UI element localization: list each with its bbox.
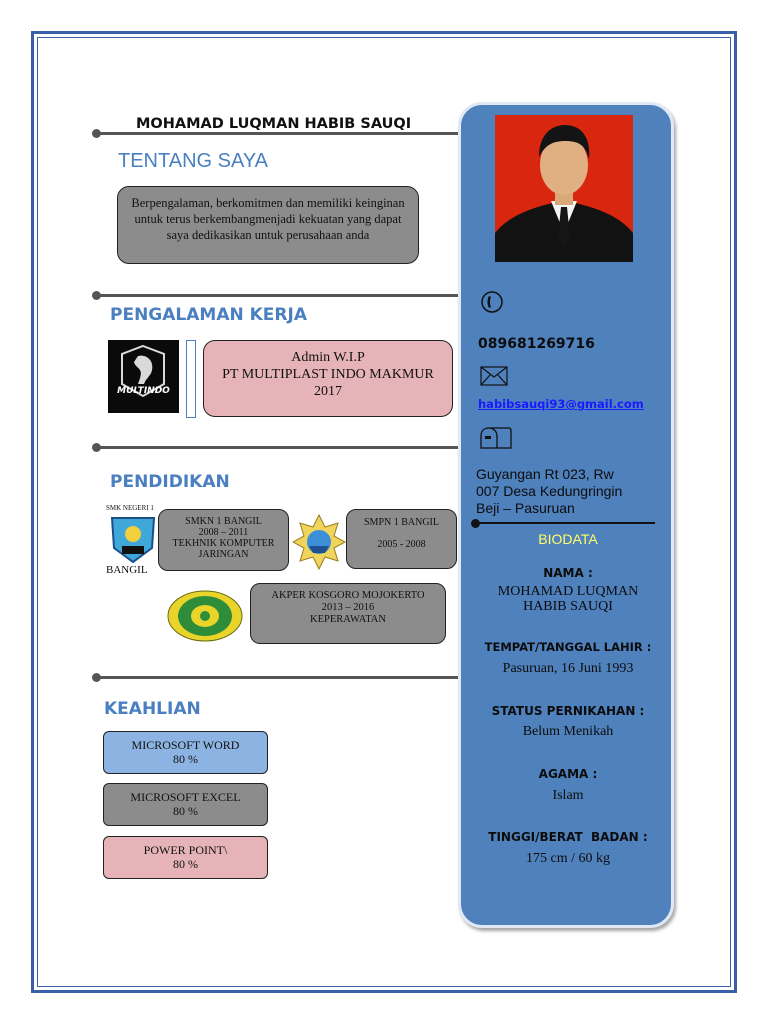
- contact-phone: 089681269716: [478, 336, 595, 352]
- education-smk-school: SMKN 1 BANGIL: [185, 516, 262, 527]
- divider-line: [96, 676, 458, 679]
- about-text-box: [117, 186, 419, 264]
- address-line-1: Guyangan Rt 023, Rw: [476, 466, 614, 482]
- education-box-akper: [250, 583, 446, 644]
- biodata-heading: BIODATA: [538, 531, 598, 547]
- biodata-name-line-2: HABIB SAUQI: [523, 599, 613, 614]
- skill-excel-name: MICROSOFT EXCEL: [130, 790, 241, 804]
- biodata-birth-value: Pasuruan, 16 Juni 1993: [502, 661, 634, 676]
- biodata-name-value: [462, 584, 674, 614]
- experience-year: 2017: [314, 384, 342, 399]
- education-smp-school: SMPN 1 BANGIL: [363, 517, 439, 528]
- about-heading: TENTANG SAYA: [118, 150, 269, 172]
- experience-box: [203, 340, 453, 417]
- skill-excel-level: 80 %: [173, 804, 198, 818]
- skill-box-excel: [103, 783, 268, 826]
- divider-line: [96, 132, 462, 135]
- company-logo-text: MULTINDO: [117, 386, 170, 396]
- education-box-smp: [346, 509, 457, 569]
- education-smp-years: 2005 - 2008: [377, 539, 426, 550]
- biodata-name-line-1: MOHAMAD LUQMAN: [497, 584, 639, 599]
- biodata-marital-label: STATUS PERNIKAHAN :: [491, 704, 645, 718]
- divider-line: [96, 446, 458, 449]
- education-smk-major: TEKHNIK KOMPUTER JARINGAN: [172, 538, 275, 560]
- biodata-marital-value: Belum Menikah: [522, 724, 614, 739]
- skill-powerpoint-level: 80 %: [173, 857, 198, 871]
- about-text: Berpengalaman, berkomitmen dan memiliki keinginan untuk terus berkembangmenjadi kekuatan yang dapat saya dedikasikan untuk perusahaan anda: [131, 196, 405, 242]
- skill-powerpoint-name: POWER POINT\: [143, 843, 228, 857]
- experience-accent-bar: [186, 340, 196, 418]
- skills-heading: KEAHLIAN: [104, 699, 201, 719]
- skill-word-level: 80 %: [173, 752, 198, 766]
- education-akper-major: KEPERAWATAN: [310, 614, 386, 625]
- smk-logo-top-text: SMK NEGERI 1: [106, 504, 154, 512]
- address-line-3: Beji – Pasuruan: [476, 500, 575, 516]
- profile-photo: [495, 115, 633, 262]
- smk-shield-icon: [106, 514, 160, 566]
- skill-word-name: MICROSOFT WORD: [131, 738, 240, 752]
- akper-emblem-icon: [166, 585, 244, 647]
- education-box-smk: [158, 509, 289, 571]
- person-portrait-icon: [495, 115, 633, 262]
- biodata-name-label: NAMA :: [543, 566, 593, 580]
- biodata-religion-label: AGAMA :: [538, 767, 598, 781]
- horse-emblem-icon: [108, 340, 179, 413]
- experience-heading: PENGALAMAN KERJA: [110, 305, 307, 325]
- mailbox-icon: [479, 426, 513, 450]
- experience-role: Admin W.I.P: [291, 350, 365, 365]
- smk-logo: [106, 504, 160, 576]
- contact-address: [476, 466, 622, 517]
- education-smk-years: 2008 – 2011: [198, 527, 249, 538]
- divider-line: [96, 294, 458, 297]
- biodata-birth-label: TEMPAT/TANGGAL LAHIR :: [484, 640, 652, 654]
- education-akper-school: AKPER KOSGORO MOJOKERTO: [271, 590, 425, 601]
- smp-emblem-icon: [292, 513, 346, 571]
- resume-name: MOHAMAD LUQMAN HABIB SAUQI: [136, 116, 412, 132]
- skill-box-word: [103, 731, 268, 774]
- smk-logo-bottom-text: BANGIL: [106, 564, 148, 576]
- skill-box-powerpoint: [103, 836, 268, 879]
- education-heading: PENDIDIKAN: [110, 472, 230, 492]
- biodata-religion-value: Islam: [552, 788, 584, 803]
- biodata-height-weight-value: 175 cm / 60 kg: [526, 851, 610, 866]
- experience-company: PT MULTIPLAST INDO MAKMUR: [222, 367, 434, 382]
- phone-icon: [481, 289, 503, 315]
- contact-email-link[interactable]: habibsauqi93@gmail.com: [478, 397, 644, 411]
- company-logo: [108, 340, 179, 413]
- education-akper-years: 2013 – 2016: [321, 602, 375, 613]
- biodata-height-weight-label: TINGGI/BERAT BADAN :: [488, 830, 648, 844]
- address-line-2: 007 Desa Kedungringin: [476, 483, 623, 499]
- sidebar-divider-line: [475, 522, 655, 524]
- envelope-icon: [480, 366, 508, 386]
